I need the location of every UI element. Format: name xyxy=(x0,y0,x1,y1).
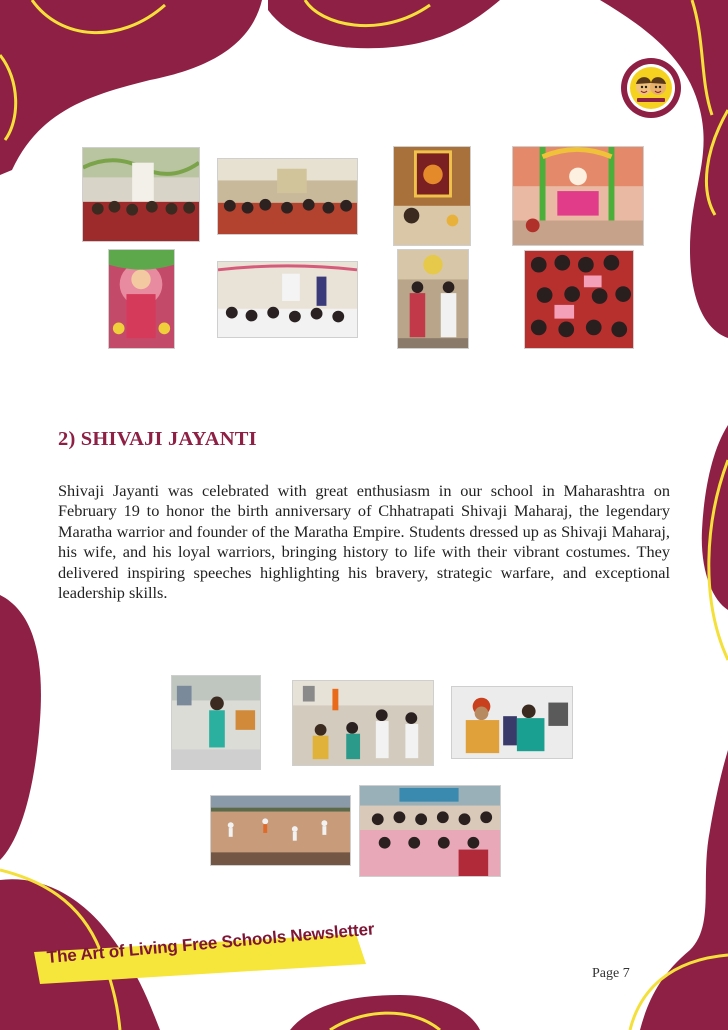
photo-sports-ground xyxy=(210,795,351,866)
photo-girls-in-costume xyxy=(397,249,469,349)
photo-puja-offerings xyxy=(393,146,471,246)
photo-assembly-speech xyxy=(217,261,358,338)
photo-students-seated-hall xyxy=(217,158,358,235)
photo-saraswati-puja-classroom xyxy=(82,147,200,242)
newsletter-banner-text: The Art of Living Free Schools Newsletter xyxy=(46,919,375,967)
photo-students-in-red-uniforms xyxy=(524,250,634,349)
art-of-living-free-schools-logo xyxy=(620,57,682,119)
photo-shivaji-costume-classroom xyxy=(171,675,261,770)
photo-goddess-idol xyxy=(108,249,175,349)
section-body: Shivaji Jayanti was celebrated with great enthusiasm in our school in Maharashtra on February 19 to honor the birth anniversary of Chhatrapati Shivaji Maharaj, the legendary Maratha warrior and founder of the Maratha Empire. Students dressed up as Shivaji Maharaj, his wife, and his loyal warriors, bringing history to life with their vibrant costumes. They delivered inspiring speeches highlighting his bravery, strategic warfare, and exceptional leadership skills. xyxy=(58,481,670,603)
photo-shivaji-and-wife-costumes xyxy=(451,686,573,759)
photo-decorated-altar xyxy=(512,146,644,246)
photo-girls-group-banner xyxy=(359,785,501,877)
page-number: Page 7 xyxy=(592,966,630,981)
photo-students-performance xyxy=(292,680,434,766)
section-title: 2) SHIVAJI JAYANTI xyxy=(58,428,257,450)
